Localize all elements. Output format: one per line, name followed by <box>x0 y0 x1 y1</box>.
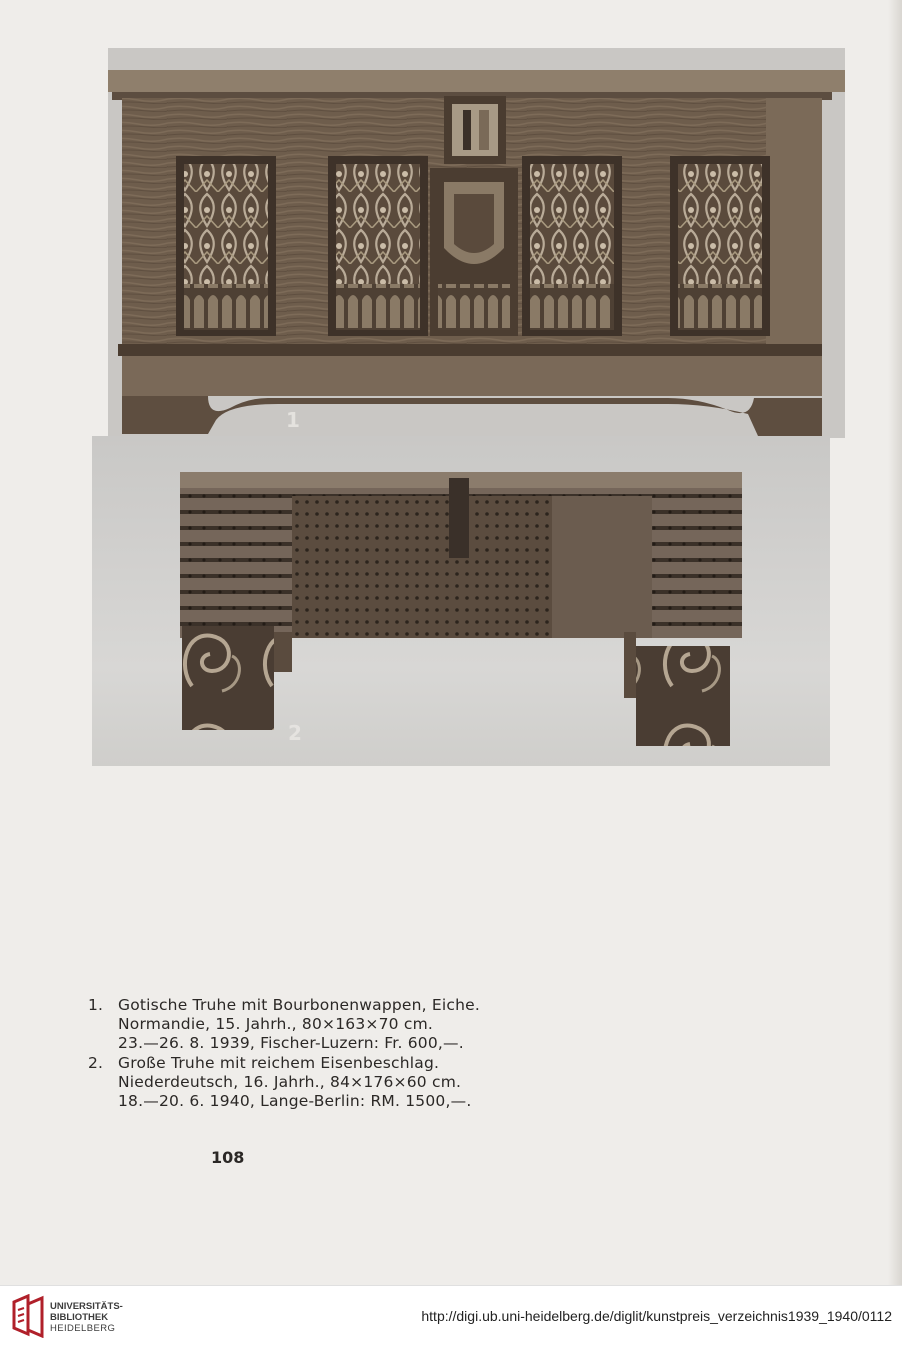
page-edge <box>888 0 902 1285</box>
caption-entry <box>88 996 608 1054</box>
iron-chest-illustration <box>92 436 830 766</box>
footer-bar <box>0 1285 902 1349</box>
library-name-line: HEIDELBERG <box>50 1323 116 1334</box>
caption-entry <box>88 1054 608 1112</box>
permalink-url[interactable]: http://digi.ub.uni-heidelberg.de/diglit/kunstpreis_verzeichnis1939_1940/0112 <box>421 1308 892 1324</box>
photo-number: 1 <box>286 408 300 432</box>
photo-iron-chest <box>92 436 830 766</box>
entry-number: 2. <box>88 1053 104 1072</box>
entry-line: Niederdeutsch, 16. Jahrh., 84×176×60 cm. <box>118 1072 462 1091</box>
entry-line: Große Truhe mit reichem Eisenbeschlag. <box>118 1053 440 1072</box>
page-number: 108 <box>211 1148 245 1167</box>
caption-block <box>88 996 608 1111</box>
library-name-line: UNIVERSITÄTS- <box>50 1301 123 1312</box>
entry-line: 23.—26. 8. 1939, Fischer-Luzern: Fr. 600,—. <box>118 1034 464 1053</box>
library-name-line: BIBLIOTHEK <box>50 1312 109 1323</box>
entry-line: 18.—20. 6. 1940, Lange-Berlin: RM. 1500,—. <box>118 1092 472 1111</box>
entry-line: Gotische Truhe mit Bourbonenwappen, Eiche. <box>118 996 481 1014</box>
library-name <box>50 1301 123 1334</box>
gothic-chest-illustration <box>108 48 845 438</box>
entry-line: Normandie, 15. Jahrh., 80×163×70 cm. <box>118 1015 433 1034</box>
university-library-logo-icon <box>10 1294 46 1338</box>
photo-gothic-chest <box>108 48 845 438</box>
entry-number: 1. <box>88 996 104 1014</box>
photo-number: 2 <box>288 721 302 745</box>
